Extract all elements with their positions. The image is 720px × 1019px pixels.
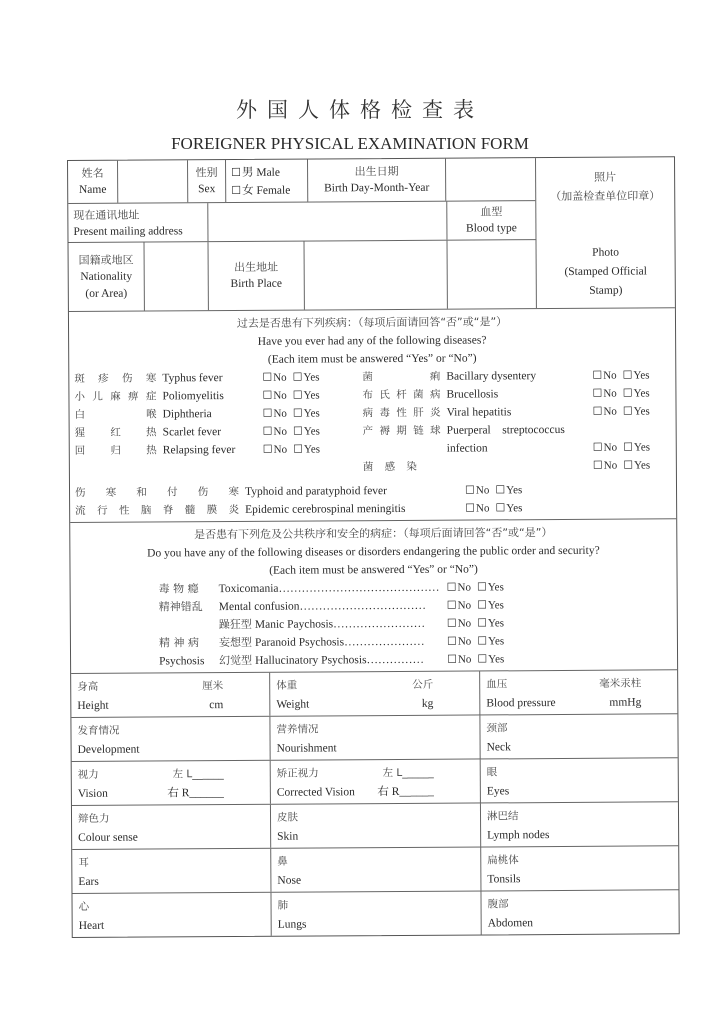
disorder-no-checkbox[interactable]: ☐ No <box>447 633 471 651</box>
disease-name-chinese <box>75 501 245 520</box>
unit-cn: 厘米 <box>202 680 224 693</box>
disease-yes-checkbox[interactable]: ☐ Yes <box>495 499 522 517</box>
exam-field-ears[interactable] <box>72 849 271 893</box>
label-en: Tonsils <box>487 873 521 886</box>
spacer <box>423 466 593 467</box>
label-en: Colour sense <box>78 831 138 844</box>
exam-label-chinese <box>277 764 474 783</box>
disease-row <box>74 386 352 406</box>
chinese-char: 症 <box>145 390 157 403</box>
label-cn: 扁桃体 <box>487 854 519 867</box>
exam-field-abdomen[interactable] <box>481 890 678 934</box>
label-cn: 体重 <box>276 679 298 692</box>
exam-label-chinese <box>78 809 264 828</box>
disease-name-english: Relapsing fever <box>162 443 236 457</box>
sex-female-checkbox[interactable]: ☐ 女 Female <box>231 182 302 200</box>
disorder-name-english: Hallucinatory Psychosis…………… <box>255 653 425 667</box>
exam-field-colour-sense[interactable] <box>72 805 271 849</box>
sex-label: 性别 Sex <box>188 160 226 202</box>
diseases-heading-chinese: 过去是否患有下列疾病：（每项后面请回答“否”或“是”） <box>236 315 508 330</box>
chinese-char: 痹 <box>128 390 139 403</box>
label-en: Vision <box>77 787 108 800</box>
disease-yes-checkbox[interactable]: ☐ Yes <box>293 368 320 386</box>
label-en: Blood pressure <box>486 697 556 710</box>
disease-answers <box>263 422 353 441</box>
diseases-heading-english: Have you ever had any of the following diseases? <box>257 334 487 348</box>
chinese-char: 付 <box>167 486 178 499</box>
diseases-wide-rows <box>70 480 676 520</box>
exam-field-blood-pressure[interactable] <box>480 670 677 714</box>
disorder-answers <box>447 650 537 669</box>
disease-name-english: Diphtheria <box>162 408 212 421</box>
disorder-yes-checkbox[interactable]: ☐ Yes <box>477 596 504 614</box>
unit-cn: 左 L______ <box>382 766 434 780</box>
exam-field-skin[interactable] <box>271 803 481 847</box>
disease-name-chinese <box>362 386 446 405</box>
blood-type-label: 血型 Blood type <box>465 205 517 235</box>
birth-date-field[interactable] <box>446 158 535 201</box>
unit-cn: 公斤 <box>412 678 434 691</box>
disease-row <box>363 420 683 440</box>
disease-no-checkbox[interactable]: ☐ No <box>263 423 287 441</box>
unit-en: 右 R______ <box>377 785 434 799</box>
disease-yes-checkbox[interactable]: ☐ Yes <box>293 422 320 440</box>
exam-label-english <box>78 871 264 892</box>
exam-field-eyes[interactable] <box>481 758 678 802</box>
exam-label-english <box>487 780 672 801</box>
disorder-subtype: 躁狂型 <box>218 617 252 632</box>
disorder-name-english: Paranoid Psychosis………………… <box>254 635 425 649</box>
disease-name-chinese <box>75 423 163 442</box>
chinese-char: 红 <box>110 426 121 439</box>
chinese-char: 寒 <box>228 485 240 499</box>
exam-row <box>72 846 678 894</box>
exam-label-chinese <box>486 718 671 737</box>
disease-name-english: Epidemic cerebrospinal meningitis <box>245 502 406 516</box>
disease-answers <box>263 440 353 459</box>
disease-answers <box>262 368 352 387</box>
exam-label-english <box>78 783 264 804</box>
disease-row <box>362 384 682 404</box>
exam-label-english <box>277 826 474 847</box>
exam-label-chinese <box>487 762 672 781</box>
label-en: Weight <box>276 698 310 711</box>
exam-field-lungs[interactable] <box>271 891 481 935</box>
label-cn: 血压 <box>486 678 508 691</box>
form-title-chinese: 外国人体格检查表 <box>236 98 484 122</box>
exam-label-chinese <box>78 765 264 784</box>
exam-label-chinese <box>486 674 671 693</box>
unit-en: kg <box>421 697 434 710</box>
disorder-answers <box>447 578 537 597</box>
disease-name-english: Puerperal streptococcus <box>446 423 565 437</box>
sex-male-checkbox[interactable]: ☐ 男 Male <box>231 164 302 182</box>
spacer <box>363 449 447 450</box>
chinese-char: 行 <box>97 504 108 517</box>
disease-name-chinese <box>74 369 162 388</box>
exam-label-english <box>277 738 474 759</box>
chinese-char: 性 <box>118 504 130 517</box>
disorder-answers <box>447 596 537 615</box>
disease-no-checkbox[interactable]: ☐ No <box>593 457 617 475</box>
exam-label-chinese <box>277 852 474 871</box>
chinese-char: 热 <box>146 444 157 457</box>
label-en: Abdomen <box>487 917 534 930</box>
examination-form <box>67 156 680 938</box>
diseases-left-column <box>74 368 353 478</box>
disease-answers <box>592 384 682 403</box>
disorder-name-english: Mental confusion…………………………… <box>218 599 427 614</box>
label-cn: 视力 <box>77 768 99 781</box>
disease-no-checkbox[interactable]: ☐ No <box>263 441 287 459</box>
exam-field-nourishment[interactable] <box>270 715 480 759</box>
disorder-yes-checkbox[interactable]: ☐ Yes <box>477 632 504 650</box>
chinese-char: 炎 <box>430 406 441 419</box>
disease-yes-checkbox[interactable]: ☐ Yes <box>623 366 650 384</box>
disorders-heading-chinese: 是否患有下列危及公共秩序和安全的病症：（每项后面请回答“否”或“是”） <box>194 526 553 542</box>
exam-label-chinese <box>276 720 473 739</box>
birth-place-field[interactable] <box>305 241 448 310</box>
disease-row <box>75 404 353 424</box>
label-en: Nose <box>277 874 302 887</box>
disorder-yes-checkbox[interactable]: ☐ Yes <box>477 614 504 632</box>
chinese-char: 小 <box>74 390 85 403</box>
exam-label-chinese <box>488 894 673 913</box>
disease-row-continued <box>363 456 683 476</box>
chinese-char: 氏 <box>379 389 390 402</box>
chinese-char: 毒 <box>379 407 390 420</box>
label-cn: 身高 <box>77 680 99 693</box>
disease-answers <box>593 456 683 475</box>
chinese-char: 斑 <box>74 372 85 385</box>
diseases-right-column <box>362 366 683 476</box>
chinese-char: 膜 <box>206 504 218 517</box>
label-cn: 皮肤 <box>276 811 299 824</box>
chinese-char: 白 <box>74 408 86 421</box>
label-en: Eyes <box>486 785 510 798</box>
chinese-char: 球 <box>430 424 441 437</box>
label-en: Ears <box>78 875 99 888</box>
disorder-name-english: Toxicomania…………………………………… <box>218 581 440 596</box>
disease-no-checkbox[interactable]: ☐ No <box>262 387 286 405</box>
label-en: Skin <box>277 830 299 843</box>
chinese-char: 疹 <box>98 372 109 385</box>
disease-row <box>362 366 682 386</box>
exam-label-english <box>277 870 474 891</box>
chinese-char: 归 <box>110 444 122 457</box>
disease-answers <box>592 366 682 385</box>
disorder-category: 毒 物 瘾 <box>158 582 199 596</box>
diseases-instruction: (Each item must be answered “Yes” or “No”) <box>267 352 477 366</box>
exam-row <box>72 802 678 850</box>
exam-row <box>72 890 678 937</box>
disorder-answers <box>447 632 537 651</box>
chinese-char: 流 <box>75 504 86 517</box>
disease-yes-checkbox[interactable]: ☐ Yes <box>495 481 522 499</box>
exam-label-english <box>78 827 264 848</box>
chinese-char: 菌 <box>413 388 424 401</box>
form-title-english: FOREIGNER PHYSICAL EXAMINATION FORM <box>171 134 529 153</box>
exam-label-english <box>78 739 264 760</box>
label-cn: 辩色力 <box>77 812 110 825</box>
chinese-char: 猩 <box>74 426 86 439</box>
exam-field-neck[interactable] <box>480 714 677 758</box>
disease-row <box>362 402 682 422</box>
disease-yes-checkbox[interactable]: ☐ Yes <box>293 440 320 458</box>
disease-yes-checkbox[interactable]: ☐ Yes <box>623 438 650 456</box>
label-cn: 耳 <box>78 856 89 869</box>
disorders-heading-english: Do you have any of the following diseases or disorders endangering the public order and security? <box>147 544 600 560</box>
disease-row <box>74 368 352 388</box>
disorders-instruction: (Each item must be answered “Yes” or “No”) <box>269 563 478 577</box>
disease-yes-checkbox[interactable]: ☐ Yes <box>623 384 650 402</box>
past-diseases-section <box>69 308 676 523</box>
chinese-char: 麻 <box>110 390 121 403</box>
exam-field-tonsils[interactable] <box>481 846 678 890</box>
disease-name-chinese <box>362 368 446 387</box>
disease-name-english: Typhoid and paratyphoid fever <box>244 485 388 498</box>
disease-answers <box>592 402 682 421</box>
chinese-char: 伤 <box>121 372 133 385</box>
disease-no-checkbox[interactable]: ☐ No <box>593 439 617 457</box>
disease-name-chinese <box>75 483 245 502</box>
address-field[interactable] <box>208 202 447 241</box>
disease-yes-checkbox[interactable]: ☐ Yes <box>293 386 320 404</box>
chinese-char: 脊 <box>162 504 174 517</box>
label-en: Nourishment <box>276 742 337 755</box>
public-order-disorders-section <box>70 519 677 674</box>
photo-area[interactable]: 照片 （加盖检查单位印章） Photo (Stamped Official Stamp) <box>550 170 661 297</box>
exam-label-chinese <box>77 721 263 740</box>
disorder-subtype: 幻觉型 <box>219 653 253 668</box>
label-en: Neck <box>486 741 511 754</box>
disorder-row <box>159 649 677 670</box>
disease-row-continued <box>363 438 683 458</box>
disease-name-chinese <box>74 387 162 406</box>
disease-answers <box>465 499 555 518</box>
exam-label-english <box>488 912 673 933</box>
disease-answers <box>262 404 352 423</box>
exam-field-vision[interactable] <box>72 761 271 805</box>
exam-label-chinese <box>487 850 672 869</box>
birth-date-label: 出生日期 Birth Day-Month-Year <box>308 159 446 202</box>
chinese-char: 髓 <box>184 504 196 517</box>
chinese-char: 和 <box>136 486 147 499</box>
chinese-char: 链 <box>413 424 424 437</box>
disorders-list <box>71 577 678 671</box>
name-field[interactable] <box>118 160 188 202</box>
exam-label-chinese <box>276 676 473 695</box>
disease-name-chinese <box>363 458 423 476</box>
disease-no-checkbox[interactable]: ☐ No <box>262 405 286 423</box>
label-cn: 鼻 <box>277 855 288 868</box>
unit-cn: 毫米汞柱 <box>599 677 642 690</box>
disorder-no-checkbox[interactable]: ☐ No <box>447 579 471 597</box>
chinese-char: 伤 <box>74 486 86 499</box>
label-cn: 眼 <box>486 766 498 779</box>
exam-label-chinese <box>79 897 265 916</box>
exam-row <box>72 758 678 806</box>
label-cn: 颈部 <box>486 722 508 735</box>
disease-name-english: Typhus fever <box>162 372 223 385</box>
exam-label-chinese <box>77 677 263 696</box>
exam-field-lymph-nodes[interactable] <box>481 802 678 846</box>
exam-label-english <box>77 695 263 716</box>
exam-field-height[interactable] <box>71 673 270 717</box>
disorder-name-english: Manic Paychosis…………………… <box>254 617 426 631</box>
exam-label-chinese <box>487 806 672 825</box>
exam-field-heart[interactable] <box>72 893 271 937</box>
disease-name-chinese <box>75 441 163 460</box>
exam-label-english <box>487 736 672 757</box>
chinese-char: 回 <box>74 444 86 457</box>
disorder-answers <box>447 614 537 633</box>
chinese-char: 儿 <box>92 390 103 403</box>
chinese-char: 性 <box>396 406 407 419</box>
disease-row <box>75 440 353 460</box>
disease-no-checkbox[interactable]: ☐ No <box>262 369 286 387</box>
disease-yes-checkbox[interactable]: ☐ Yes <box>293 404 320 422</box>
exam-label-english <box>486 692 671 713</box>
disease-no-checkbox[interactable]: ☐ No <box>465 499 489 517</box>
label-en: Lungs <box>277 918 307 931</box>
disease-name-chinese <box>75 405 163 424</box>
chinese-char: 寒 <box>105 486 117 499</box>
chinese-char: 热 <box>146 426 157 439</box>
address-label: 现在通讯地址 Present mailing address <box>68 203 208 242</box>
name-label: 姓名 Name <box>68 161 118 203</box>
exam-label-chinese <box>277 808 474 827</box>
disorder-no-checkbox[interactable]: ☐ No <box>447 597 471 615</box>
unit-en: 右 R______ <box>167 787 224 800</box>
disorder-category: 精 神 病 <box>158 636 199 650</box>
chinese-char: 痢 <box>429 370 441 383</box>
label-cn: 发育情况 <box>77 724 120 737</box>
disease-name-english: infection <box>446 442 488 455</box>
disorder-category: 精神错乱 <box>158 600 203 614</box>
birth-place-label: 出生地址 Birth Place <box>209 242 305 311</box>
exam-label-english <box>487 824 672 845</box>
disease-name-english: Poliomyelitis <box>162 390 224 403</box>
exam-label-english <box>276 694 473 715</box>
exam-field-corrected-vision[interactable] <box>271 759 481 803</box>
chinese-char: 菌 <box>362 461 374 474</box>
chinese-char: 病 <box>429 388 441 401</box>
exam-row <box>71 670 677 718</box>
exam-label-english <box>278 914 475 935</box>
label-en: Lymph nodes <box>487 829 550 842</box>
chinese-char: 褥 <box>379 425 391 438</box>
exam-label-chinese <box>278 896 475 915</box>
disease-name-english: Viral hepatitis <box>446 406 512 419</box>
label-en: Heart <box>78 919 105 932</box>
exam-field-development[interactable] <box>71 717 270 761</box>
blood-type-field[interactable] <box>447 240 535 309</box>
disease-name-english: Brucellosis <box>446 388 499 401</box>
chinese-char: 脑 <box>140 504 152 517</box>
chinese-char: 布 <box>362 389 373 402</box>
disorder-yes-checkbox[interactable]: ☐ Yes <box>477 650 504 668</box>
nationality-field[interactable] <box>145 242 209 310</box>
disease-yes-checkbox[interactable]: ☐ Yes <box>623 402 650 420</box>
disease-name-english: Bacillary dysentery <box>446 370 537 383</box>
disease-name-chinese <box>363 422 447 441</box>
exam-field-nose[interactable] <box>271 847 481 891</box>
label-cn: 淋巴结 <box>486 810 519 823</box>
exam-label-english <box>487 868 672 889</box>
chinese-char: 期 <box>396 424 407 437</box>
disorder-yes-checkbox[interactable]: ☐ Yes <box>477 578 504 596</box>
label-en: Corrected Vision <box>276 786 355 799</box>
label-cn: 肺 <box>277 899 289 912</box>
label-cn: 矫正视力 <box>276 767 319 780</box>
label-en: Height <box>77 699 109 712</box>
disease-answers <box>262 386 352 405</box>
disease-no-checkbox[interactable]: ☐ No <box>592 367 616 385</box>
disorder-subtype: 妄想型 <box>218 635 252 650</box>
disease-no-checkbox[interactable]: ☐ No <box>592 385 616 403</box>
disorder-category: Psychosis <box>159 655 205 668</box>
sex-options <box>226 160 308 203</box>
chinese-char: 菌 <box>362 371 373 384</box>
chinese-char: 伤 <box>197 486 209 499</box>
disorder-no-checkbox[interactable]: ☐ No <box>447 615 471 633</box>
exam-label-chinese <box>78 853 264 872</box>
chinese-char: 寒 <box>145 372 157 385</box>
disease-no-checkbox[interactable]: ☐ No <box>592 403 616 421</box>
unit-cn: 左 L______ <box>172 768 224 781</box>
disease-yes-checkbox[interactable]: ☐ Yes <box>623 456 650 474</box>
exam-label-english <box>277 782 474 803</box>
exam-row <box>71 714 677 762</box>
disorder-no-checkbox[interactable]: ☐ No <box>447 651 471 669</box>
chinese-char: 染 <box>406 460 417 473</box>
exam-label-english <box>79 915 265 936</box>
nationality-label: 国籍或地区 Nationality (or Area) <box>69 243 145 311</box>
disease-name-chinese <box>362 404 446 423</box>
chinese-char: 炎 <box>228 503 240 517</box>
unit-en: cm <box>209 699 224 712</box>
disease-no-checkbox[interactable]: ☐ No <box>465 481 489 499</box>
label-cn: 心 <box>78 900 90 913</box>
disease-answers <box>593 438 683 457</box>
chinese-char: 肝 <box>413 406 424 419</box>
label-cn: 腹部 <box>487 898 509 911</box>
personal-info-block <box>68 157 675 312</box>
label-en: Development <box>77 743 140 756</box>
disease-name-english: Scarlet fever <box>162 426 222 439</box>
label-cn: 营养情况 <box>276 723 319 736</box>
chinese-char: 感 <box>384 461 396 474</box>
chinese-char: 病 <box>362 407 374 420</box>
chinese-char: 喉 <box>146 408 157 421</box>
disease-row <box>75 498 676 520</box>
chinese-char: 杆 <box>396 388 407 401</box>
disease-answers <box>465 481 555 500</box>
exam-field-weight[interactable] <box>270 671 480 715</box>
unit-en: mmHg <box>609 696 642 709</box>
chinese-char: 产 <box>362 425 374 438</box>
disease-row <box>75 422 353 442</box>
examination-grid <box>71 670 679 937</box>
